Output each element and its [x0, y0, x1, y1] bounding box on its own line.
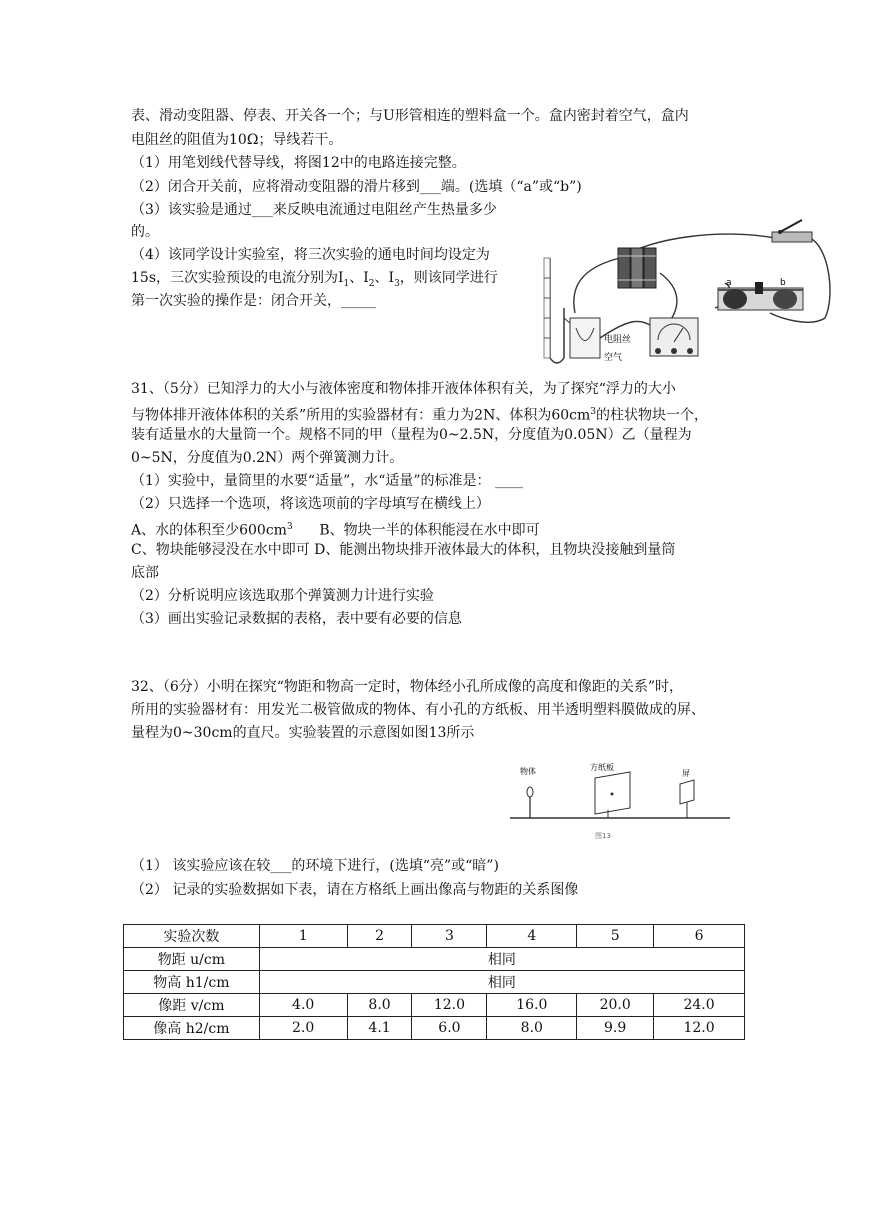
table-header-cell: 1: [259, 925, 347, 948]
rheostat-end-b-label: b: [780, 278, 786, 288]
table-header-cell: 6: [654, 925, 745, 948]
q31-line-1: 31、（5分）已知浮力的大小与液体密度和物体排开液体体积有关，为了探究“浮力的大小: [131, 381, 676, 397]
table-cell: 2.0: [259, 1017, 347, 1040]
table-row: [124, 1017, 745, 1040]
table-cell: 4.1: [347, 1017, 412, 1040]
air-label: 空气: [604, 353, 623, 363]
table-cell: 8.0: [487, 1017, 577, 1040]
board-label: 方纸板: [590, 763, 614, 772]
q30-intro-line-2: 电阻丝的阻值为10Ω；导线若干。: [131, 132, 343, 148]
object-label: 物体: [520, 767, 536, 776]
pinhole-figure: [490, 760, 740, 842]
table-row: [124, 994, 745, 1017]
q32-line-3: 量程为0~30cm的直尺。实验装置的示意图如图13所示: [131, 725, 475, 741]
table-cell: 20.0: [577, 994, 654, 1017]
q31-line-7: A、水的体积至少$600cm^3$ B、物块一半的体积能浸在水中即可: [131, 522, 540, 539]
q30-part-2: （2）闭合开关前，应将滑动变阻器的滑片移到___端。(选填（“a”或“b”): [131, 179, 582, 195]
table-row: [124, 948, 745, 971]
row-label: 物高 h1/cm: [124, 971, 260, 994]
q32-part-2: （2） 记录的实验数据如下表，请在方格纸上画出像高与物距的关系图像: [131, 882, 579, 898]
q32-part-1: （1） 该实验应该在较___的环境下进行，(选填“亮”或“暗”): [131, 858, 499, 874]
q30-part-4c: 第一次实验的操作是：闭合开关，_____: [131, 293, 376, 309]
rheostat: [718, 278, 803, 310]
table-header-row: [124, 925, 745, 948]
q31-line-11: （3）画出实验记录数据的表格，表中要有必要的信息: [131, 611, 462, 627]
table-row: [124, 971, 745, 994]
switch: [772, 220, 812, 242]
screen: [680, 780, 694, 818]
q30-part-3b: 的。: [131, 224, 159, 240]
q30-part-4b: 15s，三次实验预设的电流分别为$I_1$、$I_2$、$I_3$，则该同学进行: [131, 270, 498, 289]
q31-line-5: （1）实验中，量筒里的水要“适量”，水“适量”的标准是： ____: [131, 473, 523, 489]
q30-part-3a: （3）该实验是通过___来反映电流通过电阻丝产生热量多少: [131, 202, 497, 218]
q32-line-1: 32、（6分）小明在探究“物距和物高一定时，物体经小孔所成像的高度和像距的关系”时，: [131, 679, 684, 695]
table-cell: 24.0: [654, 994, 745, 1017]
table-header-cell: 3: [412, 925, 487, 948]
table-cell: 16.0: [487, 994, 577, 1017]
screen-label: 屏: [682, 769, 690, 778]
q31-line-6: （2）只选择一个选项，将该选项前的字母填写在横线上）: [131, 496, 490, 512]
table-cell: 4.0: [259, 994, 347, 1017]
pinhole-board: [595, 772, 630, 818]
table-header-cell: 4: [487, 925, 577, 948]
q30-intro-line-1: 表、滑动变阻器、停表、开关各一个；与U形管相连的塑料盒一个。盒内密封着空气，盒内: [131, 108, 689, 124]
row-label: 像高 h2/cm: [124, 1017, 260, 1040]
q31-line-3: 装有适量水的大量筒一个。规格不同的甲（量程为0~2.5N，分度值为0.05N）乙（量程为: [131, 427, 692, 443]
table-header-cell: 2: [347, 925, 412, 948]
q31-line-4: 0~5N，分度值为0.2N）两个弹簧测力计。: [131, 450, 404, 466]
u-tube: [544, 258, 564, 363]
q31-line-10: （2）分析说明应该选取那个弹簧测力计进行实验: [131, 588, 434, 604]
q31-line-8: C、物块能够浸没在水中即可 D、能测出物块排开液体最大的体积，且物块没接触到量筒: [131, 542, 676, 558]
table-cell: 9.9: [577, 1017, 654, 1040]
q31-line-9: 底部: [131, 565, 159, 581]
merged-cell: 相同: [259, 948, 744, 971]
table-cell: 12.0: [654, 1017, 745, 1040]
table-cell: 6.0: [412, 1017, 487, 1040]
ammeter: [650, 318, 698, 356]
table-cell: 8.0: [347, 994, 412, 1017]
q31-line-2: 与物体排开液体体积的关系”所用的实验器材有：重力为2N、体积为$60cm^3$的柱状物块一个，: [131, 407, 708, 424]
battery-pack: [618, 248, 656, 288]
merged-cell: 相同: [259, 971, 744, 994]
rheostat-end-a-label: a: [726, 278, 732, 288]
row-label: 物距 u/cm: [124, 948, 260, 971]
resistance-wire-label: 电阻丝: [604, 335, 632, 345]
table-header-label: 实验次数: [124, 925, 260, 948]
q30-part-1: （1）用笔划线代替导线，将图12中的电路连接完整。: [131, 155, 466, 171]
led-object: [527, 787, 533, 818]
plastic-box: [564, 318, 600, 358]
table-cell: 12.0: [412, 994, 487, 1017]
q32-line-2: 所用的实验器材有：用发光二极管做成的物体、有小孔的方纸板、用半透明塑料膜做成的屏、: [131, 702, 705, 718]
q30-part-4a: （4）该同学设计实验室，将三次实验的通电时间均设定为: [131, 247, 490, 263]
circuit-figure: [540, 218, 840, 373]
row-label: 像距 v/cm: [124, 994, 260, 1017]
experiment-data-table: [123, 924, 745, 1040]
table-header-cell: 5: [577, 925, 654, 948]
figure-13-caption: 图13: [595, 832, 611, 840]
